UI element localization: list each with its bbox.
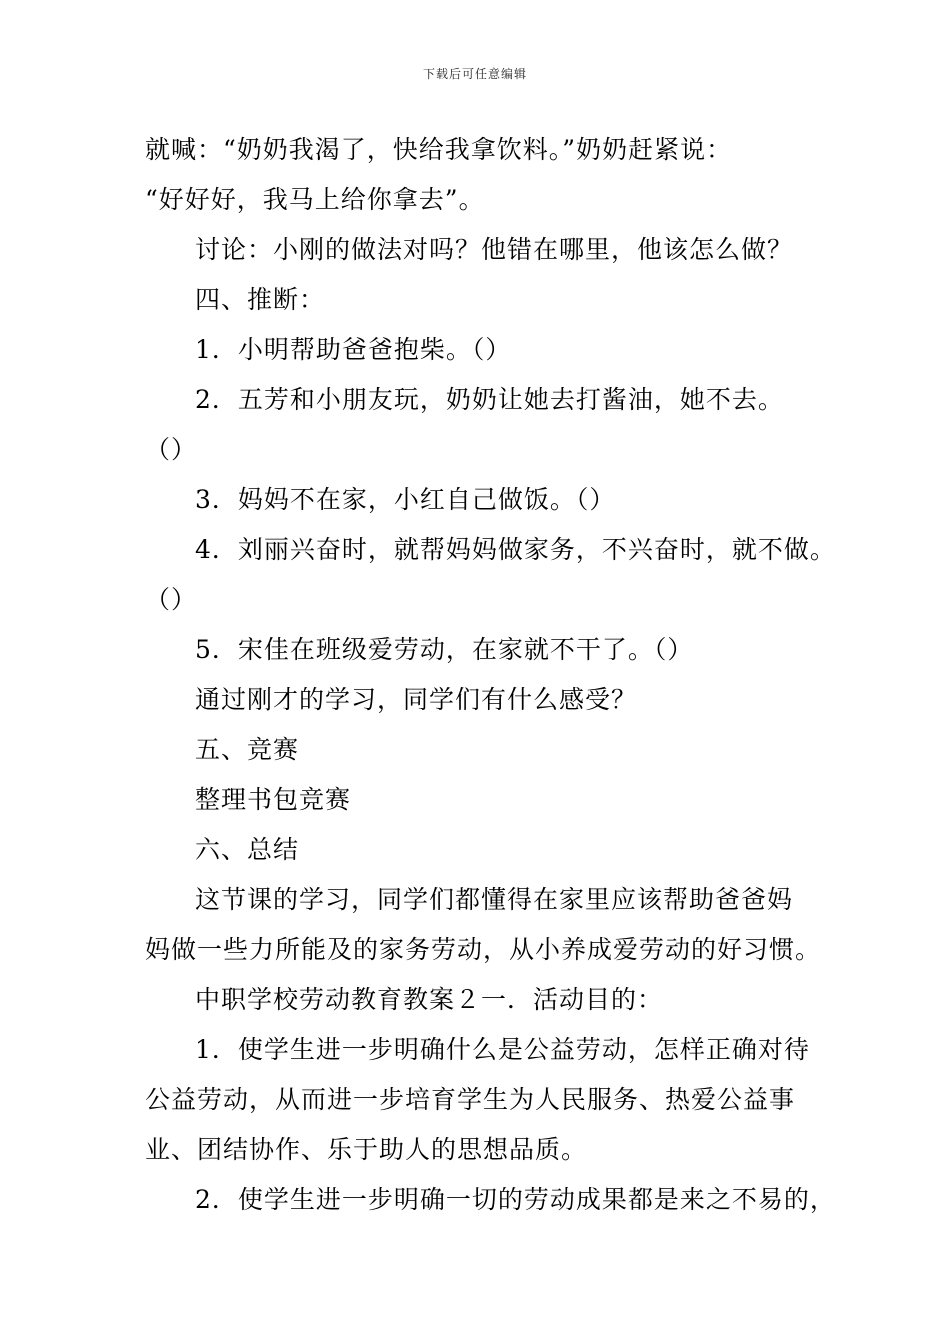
goal-item-1-line-2: 公益劳动，从而进一步培育学生为人民服务、热爱公益事 [145, 1085, 796, 1114]
section-heading-4: 四、推断： [195, 285, 326, 314]
list-item-1: 1．小明帮助爸爸抱柴。（） [195, 335, 512, 364]
page-header: 下载后可任意编辑 [422, 67, 527, 81]
text-line-contest: 整理书包竞赛 [195, 785, 352, 814]
list-item-3: 3．妈妈不在家，小红自己做饭。（） [195, 485, 616, 514]
section-heading-5: 五、竞赛 [195, 735, 300, 764]
section-heading-6: 六、总结 [195, 835, 300, 864]
text-line-question: 通过刚才的学习，同学们有什么感受？ [195, 685, 638, 714]
list-item-4-continued: （） [145, 585, 198, 614]
summary-line-2: 妈做一些力所能及的家务劳动，从小养成爱劳动的好习惯。 [145, 935, 822, 964]
goal-item-1-line-3: 业、团结协作、乐于助人的思想品质。 [145, 1135, 588, 1164]
goal-item-1: 1．使学生进一步明确什么是公益劳动，怎样正确对待 [195, 1035, 810, 1064]
text-line-2: “好好好，我马上给你拿去”。 [145, 185, 485, 214]
text-line-1: 就喊：“奶奶我渴了，快给我拿饮料。”奶奶赶紧说： [145, 135, 733, 164]
list-item-5: 5．宋佳在班级爱劳动，在家就不干了。（） [195, 635, 694, 664]
text-line-3: 讨论：小刚的做法对吗？他错在哪里，他该怎么做？ [195, 235, 794, 264]
list-item-4: 4．刘丽兴奋时，就帮妈妈做家务，不兴奋时，就不做。 [195, 535, 836, 564]
goal-item-2: 2．使学生进一步明确一切的劳动成果都是来之不易的， [195, 1185, 836, 1214]
list-item-2-continued: （） [145, 435, 198, 464]
list-item-2: 2．五芳和小朋友玩，奶奶让她去打酱油，她不去。 [195, 385, 784, 414]
summary-line-1: 这节课的学习，同学们都懂得在家里应该帮助爸爸妈 [195, 885, 794, 914]
lesson-title-line: 中职学校劳动教育教案２一．活动目的： [195, 985, 664, 1014]
